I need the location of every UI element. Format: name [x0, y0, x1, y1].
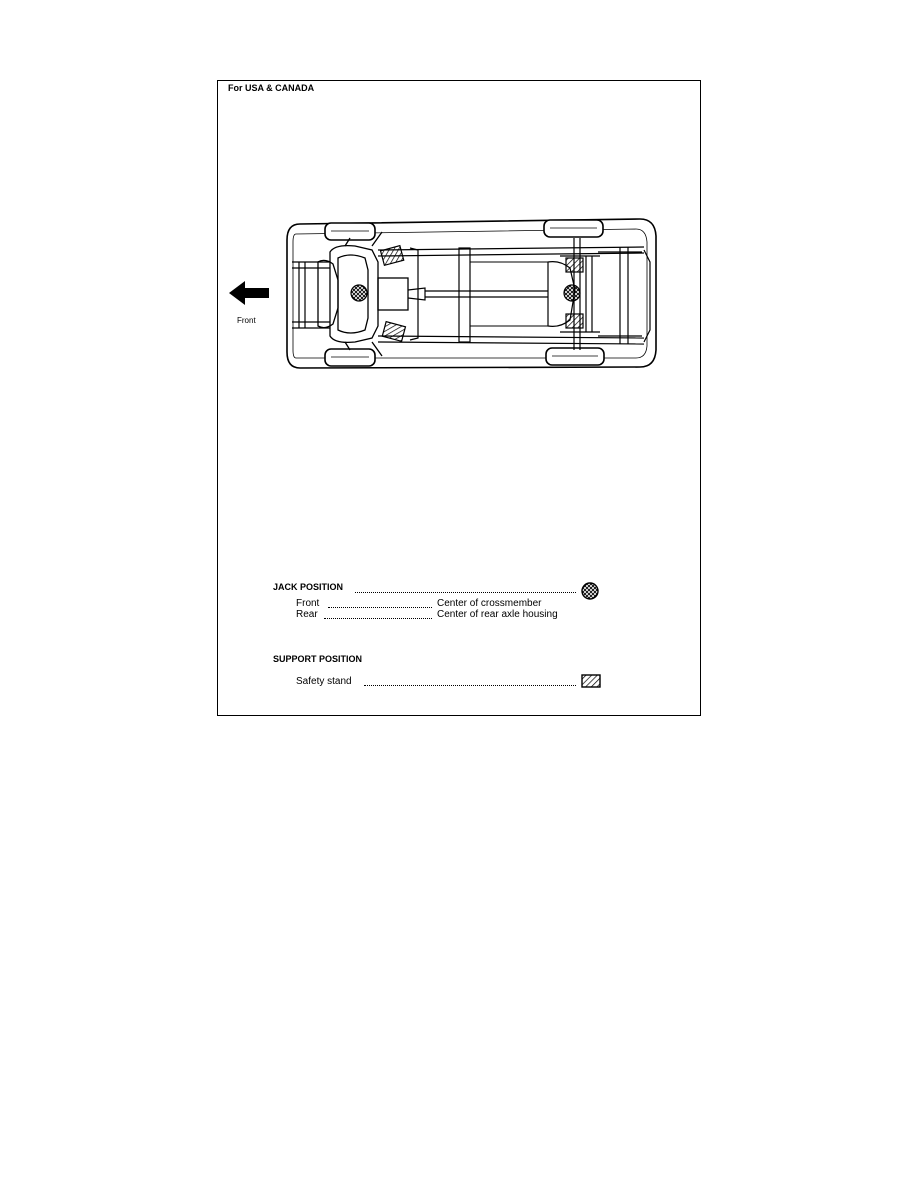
vehicle-body-outline	[287, 219, 656, 368]
front-direction-label: Front	[237, 316, 256, 325]
stand-point-rear-right	[566, 314, 583, 328]
jack-point-front	[351, 285, 367, 301]
front-arrow-icon	[229, 281, 269, 305]
stand-point-rear-left	[566, 258, 583, 272]
support-position-heading: SUPPORT POSITION	[273, 654, 363, 664]
wheel-front-right	[325, 349, 375, 366]
jack-rear-value: Center of rear axle housing	[437, 609, 558, 620]
safety-stand-icon	[581, 674, 601, 688]
stand-point-front-left	[381, 246, 404, 266]
jack-front-value: Center of crossmember	[437, 598, 542, 609]
jack-front-leader	[328, 607, 432, 608]
jack-rear-label: Rear	[296, 609, 318, 620]
region-title: For USA & CANADA	[228, 83, 315, 93]
wheel-rear-left	[544, 220, 603, 237]
wheel-rear-right	[546, 348, 604, 365]
jack-rear-leader	[324, 618, 432, 619]
jack-position-heading: JACK POSITION	[273, 582, 344, 592]
stand-point-front-right	[382, 322, 405, 342]
jack-point-rear	[564, 285, 580, 301]
jack-position-icon	[581, 582, 599, 600]
driveshaft	[408, 262, 575, 327]
safety-stand-leader	[364, 685, 576, 686]
wheel-front-left	[325, 223, 375, 240]
safety-stand-label: Safety stand	[296, 676, 352, 687]
jack-front-label: Front	[296, 598, 320, 609]
jack-position-leader	[355, 592, 576, 593]
fuel-tank	[470, 262, 548, 326]
